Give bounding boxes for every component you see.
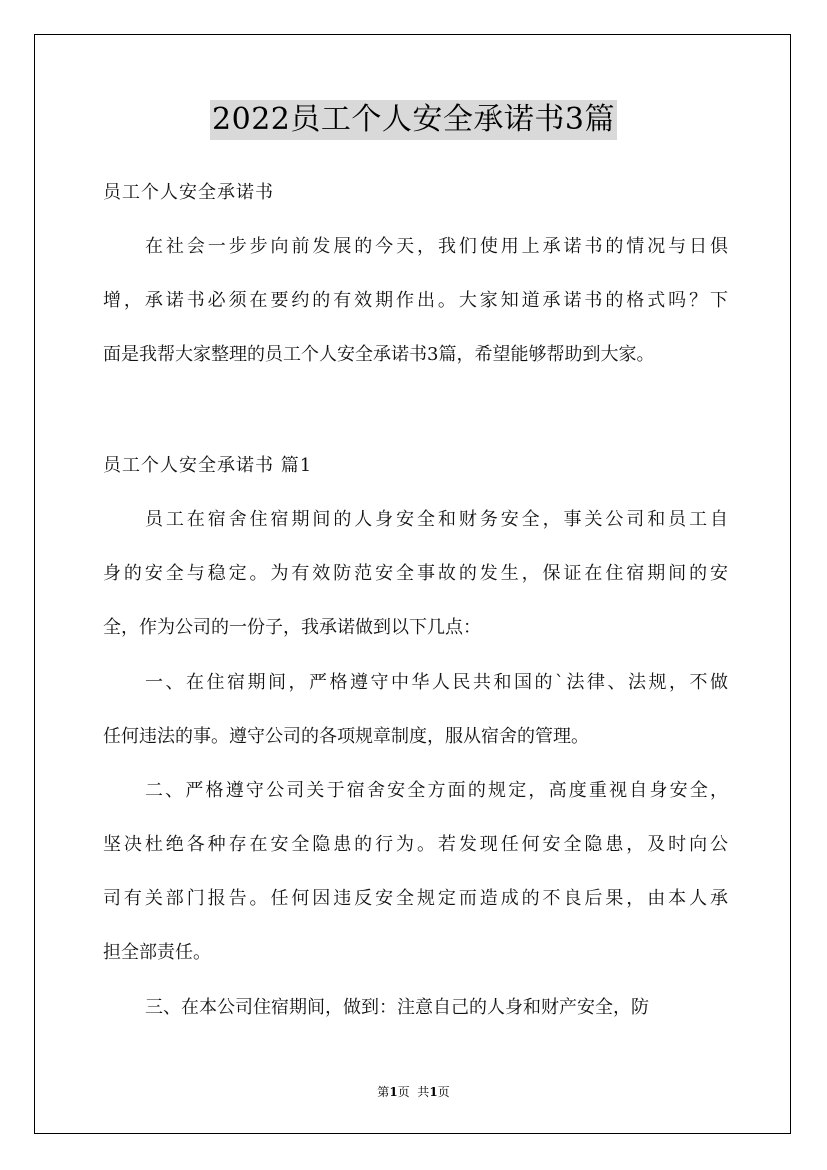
paragraph-line: 全，作为公司的一份子，我承诺做到以下几点： — [103, 617, 481, 638]
intro-line: 增，承诺书必须在要约的有效期作出。大家知道承诺书的格式吗？下 — [103, 290, 728, 311]
paragraph-line: 员工在宿舍住宿期间的人身安全和财务安全，事关公司和员工自 — [145, 509, 728, 530]
footer-page-current: 1 — [389, 1085, 398, 1099]
paragraph-line: 一、在住宿期间，严格遵守中华人民共和国的`法律、法规，不做 — [145, 672, 728, 693]
section-heading: 员工个人安全承诺书 篇1 — [103, 455, 313, 476]
page-footer — [0, 1084, 827, 1100]
footer-mid: 页 共 — [397, 1085, 430, 1099]
document-title: 2022员工个人安全承诺书3篇 — [210, 100, 617, 140]
footer-prefix: 第 — [377, 1085, 390, 1099]
title-wrap — [0, 100, 827, 140]
footer-suffix: 页 — [437, 1085, 450, 1099]
paragraph-line: 坚决杜绝各种存在安全隐患的行为。若发现任何安全隐患，及时向公 — [103, 834, 728, 855]
paragraph-line: 三、在本公司住宿期间，做到：注意自己的人身和财产安全，防 — [145, 997, 649, 1018]
paragraph-line: 担全部责任。 — [103, 942, 211, 963]
intro-line: 在社会一步步向前发展的今天，我们使用上承诺书的情况与日俱 — [145, 236, 728, 257]
paragraph-line: 二、严格遵守公司关于宿舍安全方面的规定，高度重视自身安全， — [145, 780, 728, 801]
paragraph-line: 司有关部门报告。任何因违反安全规定而造成的不良后果，由本人承 — [103, 888, 728, 909]
paragraph-line: 身的安全与稳定。为有效防范安全事故的发生，保证在住宿期间的安 — [103, 563, 728, 584]
paragraph-line: 任何违法的事。遵守公司的各项规章制度，服从宿舍的管理。 — [103, 726, 589, 747]
intro-line: 面是我帮大家整理的员工个人安全承诺书3篇，希望能够帮助到大家。 — [103, 344, 655, 365]
intro-heading: 员工个人安全承诺书 — [103, 182, 274, 203]
footer-page-total: 1 — [429, 1085, 438, 1099]
